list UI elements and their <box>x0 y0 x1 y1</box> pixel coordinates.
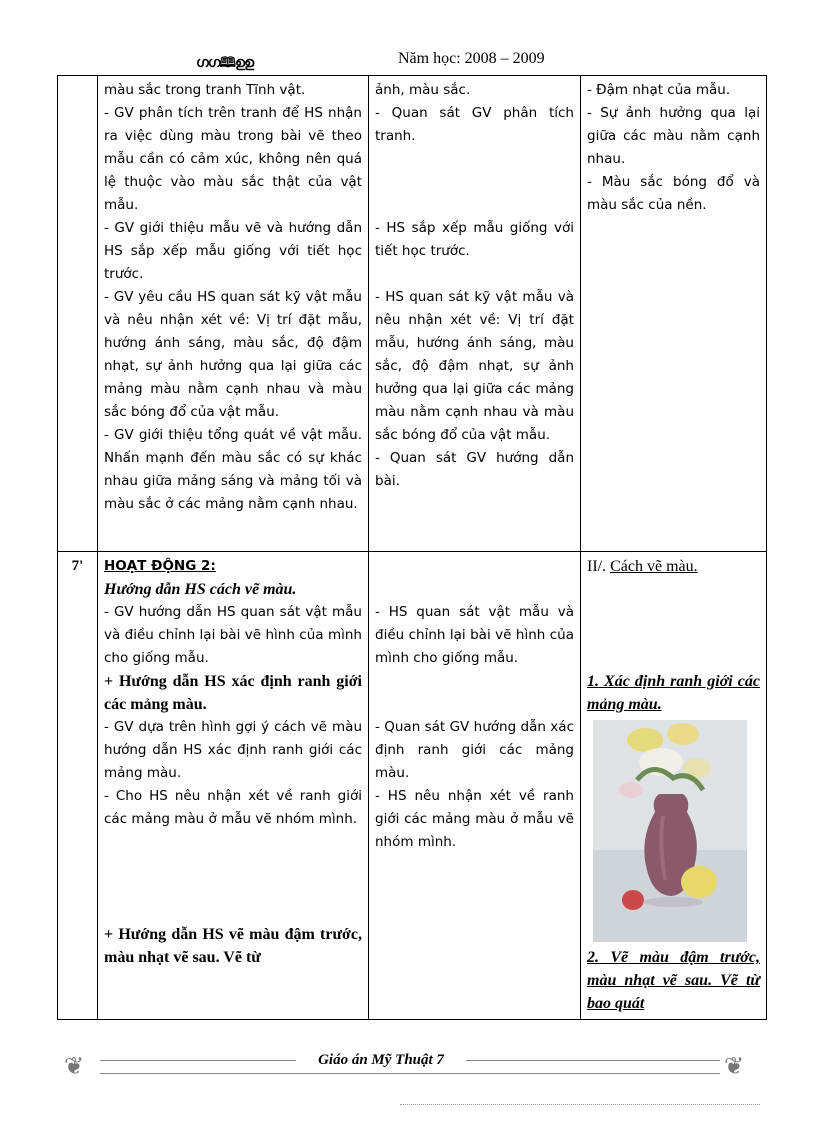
student-text: - HS nêu nhận xét về ranh giới các mảng màu ở mẫu vẽ nhóm mình. <box>375 788 574 850</box>
right-ornament-icon: ❦ <box>724 1052 745 1080</box>
student-text: - HS sắp xếp mẫu giống với tiết học trước. <box>375 220 574 259</box>
left-ornament-icon: ❦ <box>64 1052 85 1080</box>
teacher-step: + Hướng dẫn HS xác định ranh giới các mảng màu. <box>104 673 362 713</box>
teacher-text: màu sắc trong tranh Tĩnh vật. <box>104 82 306 98</box>
time-cell: 7' <box>58 552 98 1020</box>
content-text: - Đậm nhạt của mẫu. <box>587 82 731 98</box>
student-text: - Quan sát GV phân tích tranh. <box>375 105 574 144</box>
student-cell <box>369 76 581 552</box>
teacher-text: - GV giới thiệu tổng quát về vật mẫu. Nhấn mạnh đến màu sắc có sự khác nhau giữa mảng sáng và mảng tối và màu sắc ở các mảng nằm cạnh nhau. <box>104 427 362 512</box>
teacher-text: - GV dựa trên hình gợi ý cách vẽ màu hướng dẫn HS xác định ranh giới các mảng màu. <box>104 719 362 781</box>
page-header <box>0 50 816 72</box>
footer-dotted-line <box>400 1104 760 1105</box>
student-text: - Quan sát GV hướng dẫn bài. <box>375 450 574 489</box>
lesson-table <box>57 75 767 1020</box>
footer-title: Giáo án Mỹ Thuật 7 <box>296 1048 466 1073</box>
section-title: Cách vẽ màu. <box>610 558 698 575</box>
section-number: II/. <box>587 558 607 575</box>
content-subheading: 1. Xác định ranh giới các mảng màu. <box>587 673 760 713</box>
teacher-cell <box>98 76 369 552</box>
content-subheading: 2. Vẽ màu đậm trước, màu nhạt vẽ sau. Vẽ từ bao quát <box>587 949 760 1012</box>
teacher-text: - GV giới thiệu mẫu vẽ và hướng dẫn HS sắp xếp mẫu giống với tiết học trước. <box>104 220 362 282</box>
teacher-text: - GV hướng dẫn HS quan sát vật mẫu và điều chỉnh lại bài vẽ hình của mình cho giống mẫu. <box>104 604 362 666</box>
student-text: - HS quan sát kỹ vật mẫu và nêu nhận xét về: Vị trí đặt mẫu, hướng ánh sáng, màu sắc, độ đậm nhạt, sự ảnh hưởng qua lại giữa các mảng màu nằm cạnh nhau và màu sắc bóng đổ của vật mẫu. <box>375 289 574 443</box>
teacher-step: + Hướng dẫn HS vẽ màu đậm trước, màu nhạt vẽ sau. Vẽ từ <box>104 926 362 966</box>
teacher-text: - GV phân tích trên tranh để HS nhận ra việc dùng màu trong bài vẽ theo mẫu cần có cảm xúc, không nên quá lệ thuộc vào màu sắc thật của vật mẫu. <box>104 105 362 213</box>
teacher-text: - Cho HS nêu nhận xét về ranh giới các mảng màu ở mẫu vẽ nhóm mình. <box>104 788 362 827</box>
content-text: - Màu sắc bóng đổ và màu sắc của nền. <box>587 174 760 213</box>
student-cell <box>369 552 581 1020</box>
student-text: ảnh, màu sắc. <box>375 82 471 98</box>
activity-title: HOẠT ĐỘNG 2: <box>104 558 216 574</box>
table-row <box>58 76 767 552</box>
school-year: Năm học: 2008 – 2009 <box>398 50 545 67</box>
time-cell <box>58 76 98 552</box>
student-text: - HS quan sát vật mẫu và điều chỉnh lại bài vẽ hình của mình cho giống mẫu. <box>375 604 574 666</box>
table-row <box>58 552 767 1020</box>
header-ornament: ഗഗ🕮ഉഉ <box>196 55 254 71</box>
still-life-painting <box>593 720 747 942</box>
activity-subtitle: Hướng dẫn HS cách vẽ màu. <box>104 581 297 598</box>
book-icon: 🕮 <box>219 55 235 71</box>
content-cell <box>581 552 767 1020</box>
content-cell <box>581 76 767 552</box>
teacher-cell <box>98 552 369 1020</box>
section-heading <box>587 555 760 578</box>
student-text: - Quan sát GV hướng dẫn xác định ranh giới các mảng màu. <box>375 719 574 781</box>
content-text: - Sự ảnh hưởng qua lại giữa các màu nằm cạnh nhau. <box>587 105 760 167</box>
teacher-text: - GV yêu cầu HS quan sát kỹ vật mẫu và nêu nhận xét về: Vị trí đặt mẫu, hướng ánh sáng, màu sắc, độ đậm nhạt, sự ảnh hưởng qua lại giữa các mảng màu nằm cạnh nhau và màu sắc bóng đổ của vật mẫu. <box>104 289 362 420</box>
page-footer <box>60 1038 760 1100</box>
